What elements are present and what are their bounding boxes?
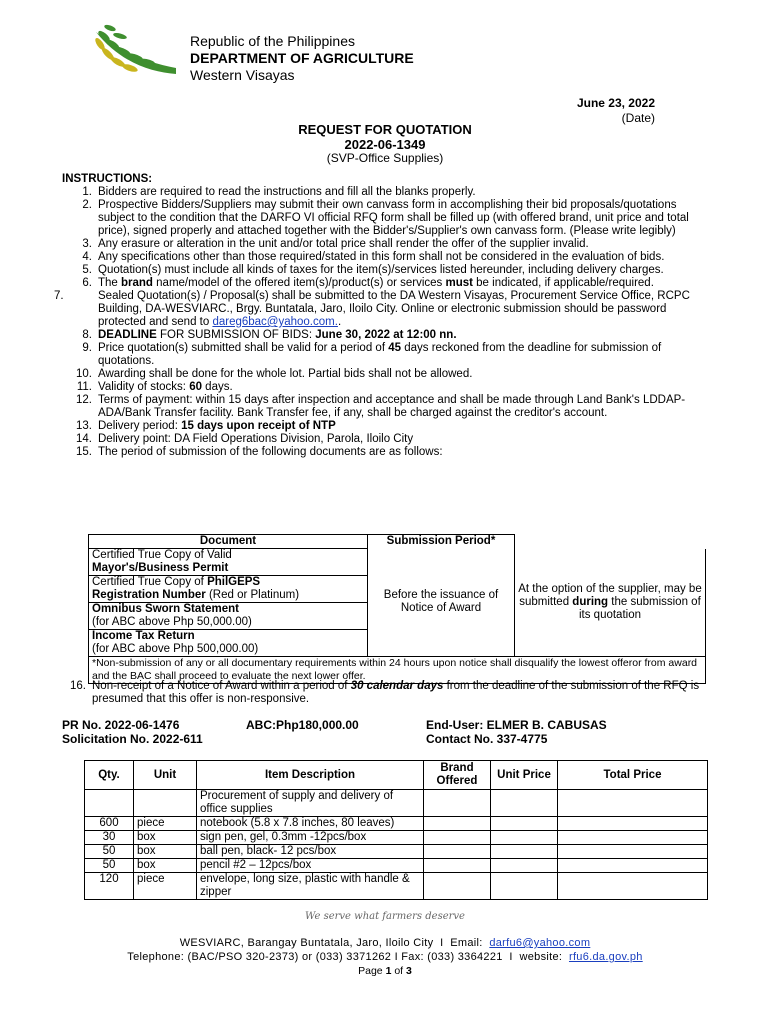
- date-label: (Date): [621, 111, 655, 125]
- bac-email-link[interactable]: dareg6bac@yahoo.com.: [212, 316, 338, 328]
- date-value: June 23, 2022: [576, 96, 655, 110]
- table-row: 120 piece envelope, long size, plastic with handle & zipper: [85, 873, 708, 900]
- col-brand: Brand Offered: [424, 761, 491, 790]
- documents-table: [88, 534, 706, 684]
- doc-row-omnibus: Omnibus Sworn Statement (for ABC above Php 50,000.00): [89, 603, 368, 630]
- table-row: 30 box sign pen, gel, 0.3mm -12pcs/box: [85, 831, 708, 845]
- table-row: [85, 790, 708, 817]
- col-description: Item Description: [197, 761, 424, 790]
- docs-header-period: Submission Period*: [368, 535, 515, 549]
- instruction-item-16: 16. Non-receipt of a Notice of Award within a period of 30 calendar days from the deadline of the submission of the RFQ is presumed that this offer is non-responsive.: [70, 680, 700, 705]
- instruction-item: 3. Any erasure or alteration in the unit and/or total price shall render the offer of the supplier invalid.: [82, 238, 589, 250]
- instructions-list: [54, 186, 702, 459]
- header-region: Western Visayas: [190, 67, 295, 83]
- header-department: DEPARTMENT OF AGRICULTURE: [190, 50, 414, 66]
- instruction-item: 2. Prospective Bidders/Suppliers may submit their own canvass form in accomplishing their bid proposals/quotations subject to the condition that the DARFO VI official RFQ form shall be filled up (with offered brand, unit price and total price), signed properly and attached together with the Bidder's/Supplier's own canvass form. (Please write legibly): [82, 199, 689, 237]
- col-unit: Unit: [134, 761, 197, 790]
- rfq-subtitle: (SVP-Office Supplies): [326, 151, 444, 165]
- items-table: [84, 760, 708, 900]
- abc-amount: ABC:Php180,000.00: [246, 718, 359, 732]
- docs-note: *Non-submission of any or all documentary requirements within 24 hours upon notice shall disqualify the lowest offeror from award and the BAC shall proceed to evaluate the next lower offer.: [89, 657, 706, 684]
- instruction-item: 1. Bidders are required to read the instructions and fill all the blanks properly.: [82, 186, 476, 198]
- instruction-item: 13. Delivery period: 15 days upon receipt of NTP: [76, 420, 336, 432]
- col-total-price: Total Price: [558, 761, 708, 790]
- instruction-item: 11. Validity of stocks: 60 days.: [76, 381, 233, 393]
- instruction-item: 4. Any specifications other than those required/stated in this form shall not be considered in the evaluation of bids.: [82, 251, 665, 263]
- col-unit-price: Unit Price: [491, 761, 558, 790]
- items-intro: Procurement of supply and delivery of office supplies: [197, 790, 424, 817]
- footer-address-line: WESVIARC, Barangay Buntatala, Jaro, Iloilo City I Email: darfu6@yahoo.com: [179, 937, 591, 949]
- instructions-heading: INSTRUCTIONS:: [62, 173, 153, 185]
- end-user: End-User: ELMER B. CABUSAS: [426, 718, 607, 732]
- contact-number: Contact No. 337-4775: [426, 732, 548, 746]
- docs-period-cell: Before the issuance of Notice of Award: [368, 549, 515, 657]
- footer-email-link[interactable]: darfu6@yahoo.com: [489, 937, 591, 949]
- instruction-item: 14. Delivery point: DA Field Operations Division, Parola, Iloilo City: [76, 433, 414, 445]
- department-logo: [90, 22, 182, 80]
- page-title: REQUEST FOR QUOTATION: [298, 122, 472, 137]
- table-row: 50 box pencil #2 – 12pcs/box: [85, 859, 708, 873]
- pr-number: PR No. 2022-06-1476: [62, 718, 180, 732]
- docs-header-document: Document: [89, 535, 368, 549]
- instruction-item: 12. Terms of payment: within 15 days after inspection and acceptance and shall be made through Land Bank's LDDAP-ADA/Bank Transfer facility. Bank Transfer fee, if any, shall be charged against the creditor's account.: [76, 394, 686, 419]
- instruction-item: 9. Price quotation(s) submitted shall be valid for a period of 45 days reckoned from the deadline for submission of quotations.: [82, 342, 662, 367]
- col-qty: Qty.: [85, 761, 134, 790]
- footer-website-link[interactable]: rfu6.da.gov.ph: [568, 951, 643, 963]
- doc-row-philgeps: Certified True Copy of PhilGEPS Registration Number (Red or Platinum): [89, 576, 368, 603]
- solicitation-number: Solicitation No. 2022-611: [62, 732, 203, 746]
- tagline: We serve what farmers deserve: [305, 911, 465, 922]
- table-row: 600 piece notebook (5.8 x 7.8 inches, 80 leaves): [85, 817, 708, 831]
- instruction-item: 15. The period of submission of the following documents are as follows:: [76, 446, 443, 458]
- doc-row-itr: Income Tax Return (for ABC above Php 500,000.00): [89, 630, 368, 657]
- instruction-item: 7. Sealed Quotation(s) / Proposal(s) shall be submitted to the DA Western Visayas, Procurement Service Office, RCPC Building, DA-WESVIARC., Brgy. Buntatala, Jaro, Iloilo City. Online or electronic submission should be password protected and send to dareg6bac@yahoo.com..: [54, 290, 690, 328]
- header-republic: Republic of the Philippines: [190, 33, 355, 49]
- instruction-item: 8. DEADLINE FOR SUBMISSION OF BIDS: June 30, 2022 at 12:00 nn.: [82, 329, 457, 341]
- doc-row-permit: Certified True Copy of Valid Mayor's/Business Permit: [89, 549, 368, 576]
- footer-contact-line: Telephone: (BAC/PSO 320-2373) or (033) 3371262 I Fax: (033) 3364221 I website: rfu6.da.gov.ph: [127, 951, 643, 963]
- table-row: 50 box ball pen, black- 12 pcs/box: [85, 845, 708, 859]
- rfq-number: 2022-06-1349: [344, 137, 426, 152]
- instruction-item: 10. Awarding shall be done for the whole lot. Partial bids shall not be allowed.: [76, 368, 473, 380]
- instruction-item: 6. The brand name/model of the offered item(s)/product(s) or services must be indicated, if applicable/required.: [82, 277, 654, 289]
- docs-option-cell: At the option of the supplier, may be submitted during the submission of its quotation: [515, 549, 706, 657]
- instruction-item: 5. Quotation(s) must include all kinds of taxes for the item(s)/services listed hereunder, including delivery charges.: [82, 264, 664, 276]
- page-number: Page 1 of 3: [358, 965, 412, 977]
